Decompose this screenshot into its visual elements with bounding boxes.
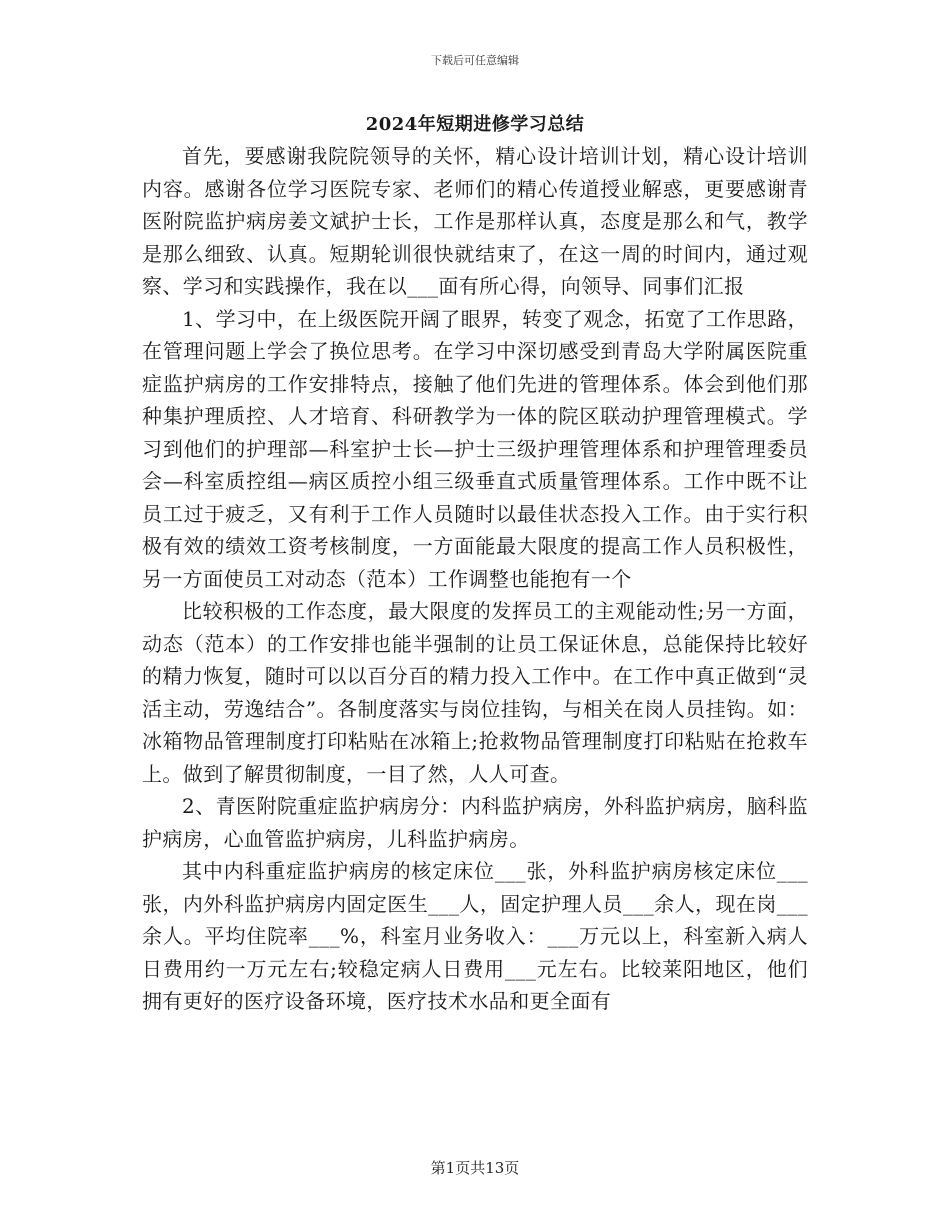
paragraph-section-2: 2、青医附院重症监护病房分：内科监护病房，外科监护病房，脑科监护病房，心血管监护病房，儿科监护病房。: [142, 794, 808, 851]
page-footer: 第1页共13页: [430, 1159, 520, 1177]
document-title: 2024年短期进修学习总结: [365, 114, 585, 135]
header-note: 下载后可任意编辑: [431, 54, 519, 67]
paragraph-intro: 首先，要感谢我院院领导的关怀，精心设计培训计划，精心设计培训内容。感谢各位学习医院专家、老师们的精心传道授业解惑，更要感谢青医附院监护病房姜文斌护士长，工作是那样认真，态度是那么和气，教学是那么细致、认真。短期轮训很快就结束了，在这一周的时间内，通过观察、学习和实践操作，我在以___面有所心得，向领导、同事们汇报: [142, 144, 808, 298]
paragraph-section-1-continued: 比较积极的工作态度，最大限度的发挥员工的主观能动性;另一方面，动态（范本）的工作安排也能半强制的让员工保证休息，总能保持比较好的精力恢复，随时可以以百分百的精力投入工作中。在工作中真正做到“灵活主动，劳逸结合”。各制度落实与岗位挂钩，与相关在岗人员挂钩。如：冰箱物品管理制度打印粘贴在冰箱上;抢救物品管理制度打印粘贴在抢救车上。做到了解贯彻制度，一目了然，人人可查。: [142, 599, 808, 786]
paragraph-section-2-details: 其中内科重症监护病房的核定床位___张，外科监护病房核定床位___张，内外科监护病房内固定医生___人，固定护理人员___余人，现在岗___余人。平均住院率___%，科室月业务收入：___万元以上，科室新入病人日费用约一万元左右;较稳定病人日费用___元左右。比较莱阳地区，他们拥有更好的医疗设备环境，医疗技术水品和更全面有: [142, 859, 808, 1013]
paragraph-section-1: 1、学习中，在上级医院开阔了眼界，转变了观念，拓宽了工作思路，在管理问题上学会了换位思考。在学习中深切感受到青岛大学附属医院重症监护病房的工作安排特点，接触了他们先进的管理体系。体会到他们那种集护理质控、人才培育、科研教学为一体的院区联动护理管理模式。学习到他们的护理部—科室护士长—护士三级护理管理体系和护理管理委员会—科室质控组—病区质控小组三级垂直式质量管理体系。工作中既不让员工过于疲乏，又有利于工作人员随时以最佳状态投入工作。由于实行积极有效的绩效工资考核制度，一方面能最大限度的提高工作人员积极性，另一方面使员工对动态（范本）工作调整也能抱有一个: [142, 306, 808, 591]
document-body: [142, 140, 808, 1018]
